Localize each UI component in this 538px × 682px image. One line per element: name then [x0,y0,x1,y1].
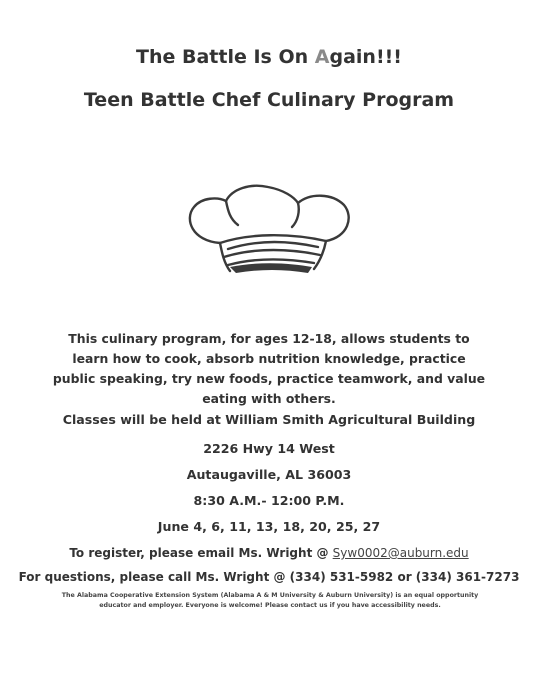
headline-accent-letter: A [314,46,330,68]
headline [0,46,538,68]
headline-text-end: gain!!! [329,46,402,68]
questions-line: For questions, please call Ms. Wright @ (334) 531-5982 or (334) 361-7273 [18,570,520,584]
address-city: Autaugaville, AL 36003 [186,467,352,482]
headline-text-start: The Battle Is On [136,46,315,68]
location-line: Classes will be held at William Smith Agricultural Building [62,412,476,427]
equal-opportunity-footer: The Alabama Cooperative Extension System (Alabama A & M University & Auburn University) is an equal opportunity educator and employer. Everyone is welcome! Please contact us if you have accessibility needs. [61,592,479,609]
register-line [0,546,538,560]
program-description: This culinary program, for ages 12-18, allows students to learn how to cook, absorb nutrition knowledge, practice public speaking, try new foods, practice teamwork, and value eating with others. [52,331,486,406]
address-street: 2226 Hwy 14 West [203,441,335,456]
register-email-link[interactable]: Syw0002@auburn.edu [332,546,469,560]
register-text: To register, please email Ms. Wright @ [69,546,333,560]
class-time: 8:30 A.M.- 12:00 P.M. [193,493,345,508]
program-title: Teen Battle Chef Culinary Program [83,89,455,111]
chef-hat-icon [180,181,356,277]
class-dates: June 4, 6, 11, 13, 18, 20, 25, 27 [157,519,381,534]
